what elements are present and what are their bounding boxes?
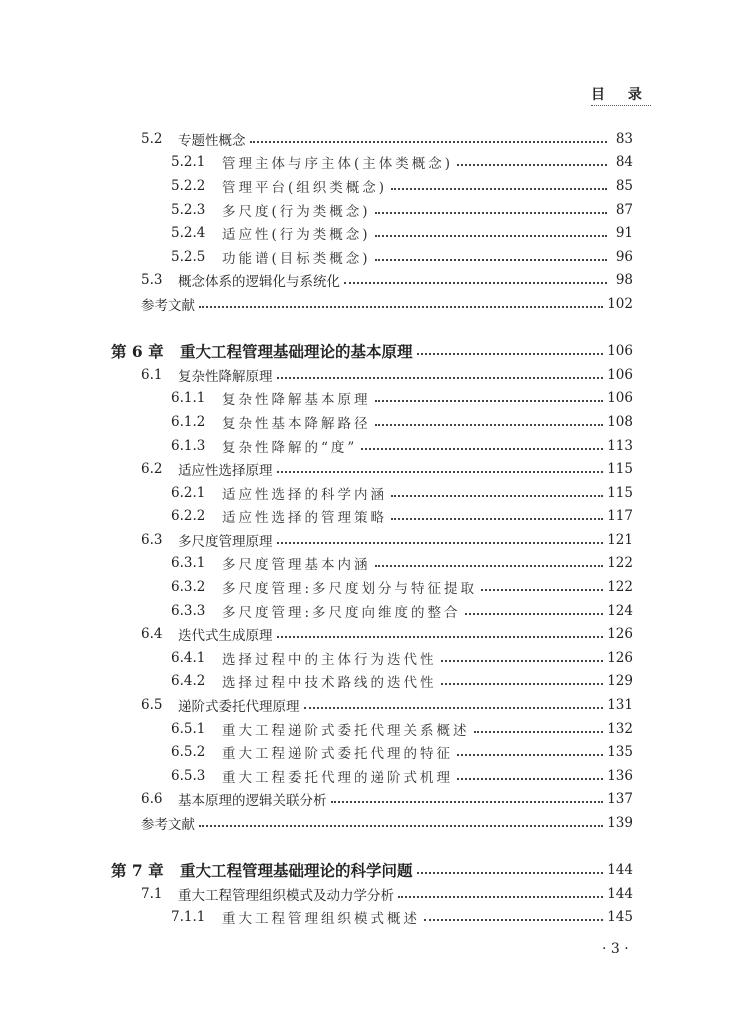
- toc-entry[interactable]: [111, 457, 633, 481]
- entry-page: 87: [615, 201, 633, 218]
- entry-title: 复杂性降解原理: [178, 368, 273, 385]
- entry-page: 83: [615, 130, 633, 147]
- entry-page: 106: [607, 390, 633, 407]
- entry-title: 递阶式委托代理原理: [178, 699, 300, 716]
- entry-page: 85: [615, 177, 633, 194]
- entry-page: 122: [607, 555, 633, 572]
- toc-entry[interactable]: [111, 174, 633, 198]
- entry-title: 适应性选择原理: [178, 463, 273, 480]
- entry-title: 迭代式生成原理: [178, 628, 273, 645]
- entry-number: 5.3: [141, 272, 163, 289]
- entry-page: 108: [607, 413, 633, 430]
- entry-title: 选择过程中技术路线的迭代性: [222, 675, 437, 692]
- toc-entry[interactable]: [111, 151, 633, 175]
- entry-number: 5.2.4: [171, 225, 206, 242]
- entry-number: 5.2: [141, 130, 163, 147]
- dot-leader: [441, 683, 604, 685]
- toc-entry[interactable]: [111, 245, 633, 269]
- entry-page: 129: [607, 673, 633, 690]
- toc-entry[interactable]: [111, 740, 633, 764]
- entry-page: 91: [615, 225, 633, 242]
- entry-number: 5.2.1: [171, 154, 206, 171]
- dot-leader: [391, 518, 603, 520]
- dot-leader: [199, 825, 603, 827]
- entry-title: 多尺度管理原理: [178, 533, 273, 550]
- entry-number: 第 7 章: [111, 861, 164, 881]
- entry-number: 6.4: [141, 626, 163, 643]
- entry-title: 管理平台(组织类概念): [222, 179, 388, 196]
- entry-page: 137: [607, 791, 633, 808]
- dot-leader: [417, 872, 604, 874]
- toc-chapter[interactable]: [111, 858, 633, 882]
- entry-number: 6.2: [141, 461, 163, 478]
- entry-title: 重大工程管理基础理论的基本原理: [180, 342, 413, 362]
- dot-leader: [344, 282, 607, 284]
- entry-title: 管理主体与序主体(主体类概念): [222, 156, 454, 173]
- dot-leader: [391, 495, 603, 497]
- entry-number: 6.2.2: [171, 508, 206, 525]
- dot-leader: [457, 754, 603, 756]
- entry-number: 6.3: [141, 531, 163, 548]
- entry-page: 117: [607, 508, 633, 525]
- entry-number: 6.3.1: [171, 555, 206, 572]
- dot-leader: [465, 613, 604, 615]
- toc-entry[interactable]: [111, 528, 633, 552]
- entry-title: 参考文献: [141, 817, 195, 834]
- table-of-contents: [111, 127, 633, 929]
- dot-leader: [250, 141, 608, 143]
- dot-leader: [474, 731, 604, 733]
- dot-leader: [277, 377, 604, 379]
- entry-page: 96: [615, 248, 633, 265]
- entry-number: 5.2.2: [171, 177, 206, 194]
- dot-leader: [391, 188, 607, 190]
- entry-page: 144: [607, 862, 633, 879]
- dot-leader: [331, 801, 604, 803]
- entry-page: 106: [607, 366, 633, 383]
- entry-title: 复杂性降解的“度”: [222, 439, 358, 456]
- entry-title: 适应性选择的管理策略: [222, 510, 387, 527]
- spacer: [111, 316, 633, 340]
- entry-title: 重大工程委托代理的递阶式机理: [222, 769, 453, 786]
- dot-leader: [441, 660, 604, 662]
- entry-title: 适应性(行为类概念): [222, 227, 371, 244]
- entry-number: 6.3.3: [171, 602, 206, 619]
- entry-title: 重大工程管理组织模式概述: [222, 911, 420, 928]
- toc-entry[interactable]: [111, 269, 633, 293]
- entry-page: 144: [607, 885, 633, 902]
- entry-number: 6.2.1: [171, 484, 206, 501]
- entry-number: 6.5.1: [171, 720, 206, 737]
- entry-page: 102: [607, 295, 633, 312]
- toc-entry[interactable]: [111, 552, 633, 576]
- toc-entry[interactable]: [111, 622, 633, 646]
- toc-entry[interactable]: [111, 906, 633, 930]
- dot-leader: [424, 919, 603, 921]
- entry-number: 6.1: [141, 366, 163, 383]
- entry-page: 98: [615, 272, 633, 289]
- dot-leader: [277, 542, 604, 544]
- entry-title: 复杂性降解基本原理: [222, 392, 371, 409]
- entry-page: 131: [607, 697, 633, 714]
- entry-title: 复杂性基本降解路径: [222, 415, 371, 432]
- entry-title: 参考文献: [141, 297, 195, 314]
- entry-title: 基本原理的逻辑关联分析: [178, 793, 327, 810]
- dot-leader: [375, 424, 604, 426]
- entry-number: 6.1.2: [171, 413, 206, 430]
- entry-page: 84: [615, 154, 633, 171]
- entry-number: 5.2.3: [171, 201, 206, 218]
- entry-title: 功能谱(目标类概念): [222, 250, 371, 267]
- dot-leader: [375, 565, 604, 567]
- dot-leader: [398, 896, 603, 898]
- dot-leader: [375, 212, 607, 214]
- entry-number: 6.1.1: [171, 390, 206, 407]
- entry-title: 适应性选择的科学内涵: [222, 486, 387, 503]
- toc-entry[interactable]: [111, 481, 633, 505]
- entry-page: 115: [607, 484, 633, 501]
- toc-entry[interactable]: [111, 575, 633, 599]
- dot-leader: [481, 589, 603, 591]
- dot-leader: [457, 164, 607, 166]
- toc-entry[interactable]: [111, 198, 633, 222]
- entry-page: 126: [607, 626, 633, 643]
- dot-leader: [304, 707, 604, 709]
- entry-page: 115: [607, 461, 633, 478]
- dot-leader: [457, 778, 603, 780]
- entry-number: 6.1.3: [171, 437, 206, 454]
- toc-entry[interactable]: [111, 434, 633, 458]
- entry-title: 多尺度管理基本内涵: [222, 557, 371, 574]
- toc-entry[interactable]: [111, 646, 633, 670]
- toc-entry[interactable]: [111, 670, 633, 694]
- toc-references[interactable]: [111, 292, 633, 316]
- entry-title: 重大工程管理基础理论的科学问题: [180, 861, 413, 881]
- dot-leader: [375, 235, 607, 237]
- entry-page: 126: [607, 649, 633, 666]
- dot-leader: [375, 400, 604, 402]
- toc-references[interactable]: [111, 811, 633, 835]
- dot-leader: [375, 259, 607, 261]
- dot-leader: [277, 471, 604, 473]
- toc-entry[interactable]: [111, 387, 633, 411]
- toc-entry[interactable]: [111, 882, 633, 906]
- entry-number: 6.6: [141, 791, 163, 808]
- toc-chapter[interactable]: [111, 339, 633, 363]
- entry-number: 7.1: [141, 885, 163, 902]
- entry-title: 多尺度(行为类概念): [222, 203, 371, 220]
- entry-number: 6.4.1: [171, 649, 206, 666]
- toc-entry[interactable]: [111, 127, 633, 151]
- toc-entry[interactable]: [111, 410, 633, 434]
- entry-title: 选择过程中的主体行为迭代性: [222, 651, 437, 668]
- entry-title: 专题性概念: [178, 132, 246, 149]
- toc-entry[interactable]: [111, 788, 633, 812]
- dot-leader: [417, 353, 604, 355]
- toc-entry[interactable]: [111, 363, 633, 387]
- entry-page: 113: [607, 437, 633, 454]
- dot-leader: [361, 448, 603, 450]
- entry-number: 6.4.2: [171, 673, 206, 690]
- toc-entry[interactable]: [111, 505, 633, 529]
- dot-leader: [277, 636, 604, 638]
- dot-leader: [199, 306, 603, 308]
- toc-entry[interactable]: [111, 221, 633, 245]
- running-header: 目 录: [591, 86, 651, 106]
- entry-number: 第 6 章: [111, 342, 164, 362]
- entry-page: 139: [607, 815, 633, 832]
- entry-page: 122: [607, 579, 633, 596]
- entry-title: 重大工程递阶式委托代理的特征: [222, 746, 453, 763]
- entry-page: 132: [607, 720, 633, 737]
- entry-number: 6.5: [141, 697, 163, 714]
- toc-entry[interactable]: [111, 764, 633, 788]
- page-number: · 3 ·: [602, 941, 629, 957]
- entry-page: 106: [607, 343, 633, 360]
- entry-number: 6.5.3: [171, 767, 206, 784]
- entry-title: 重大工程管理组织模式及动力学分析: [178, 887, 394, 904]
- entry-page: 145: [607, 909, 633, 926]
- entry-number: 6.3.2: [171, 579, 206, 596]
- toc-entry[interactable]: [111, 717, 633, 741]
- entry-title: 重大工程递阶式委托代理关系概述: [222, 722, 470, 739]
- entry-title: 概念体系的逻辑化与系统化: [178, 274, 340, 291]
- spacer: [111, 835, 633, 859]
- entry-page: 136: [607, 767, 633, 784]
- entry-number: 5.2.5: [171, 248, 206, 265]
- entry-page: 135: [607, 744, 633, 761]
- toc-entry[interactable]: [111, 599, 633, 623]
- entry-number: 7.1.1: [171, 909, 206, 926]
- entry-title: 多尺度管理:多尺度划分与特征提取: [222, 581, 478, 598]
- entry-page: 121: [607, 531, 633, 548]
- entry-page: 124: [607, 602, 633, 619]
- entry-number: 6.5.2: [171, 744, 206, 761]
- entry-title: 多尺度管理:多尺度向维度的整合: [222, 604, 461, 621]
- toc-entry[interactable]: [111, 693, 633, 717]
